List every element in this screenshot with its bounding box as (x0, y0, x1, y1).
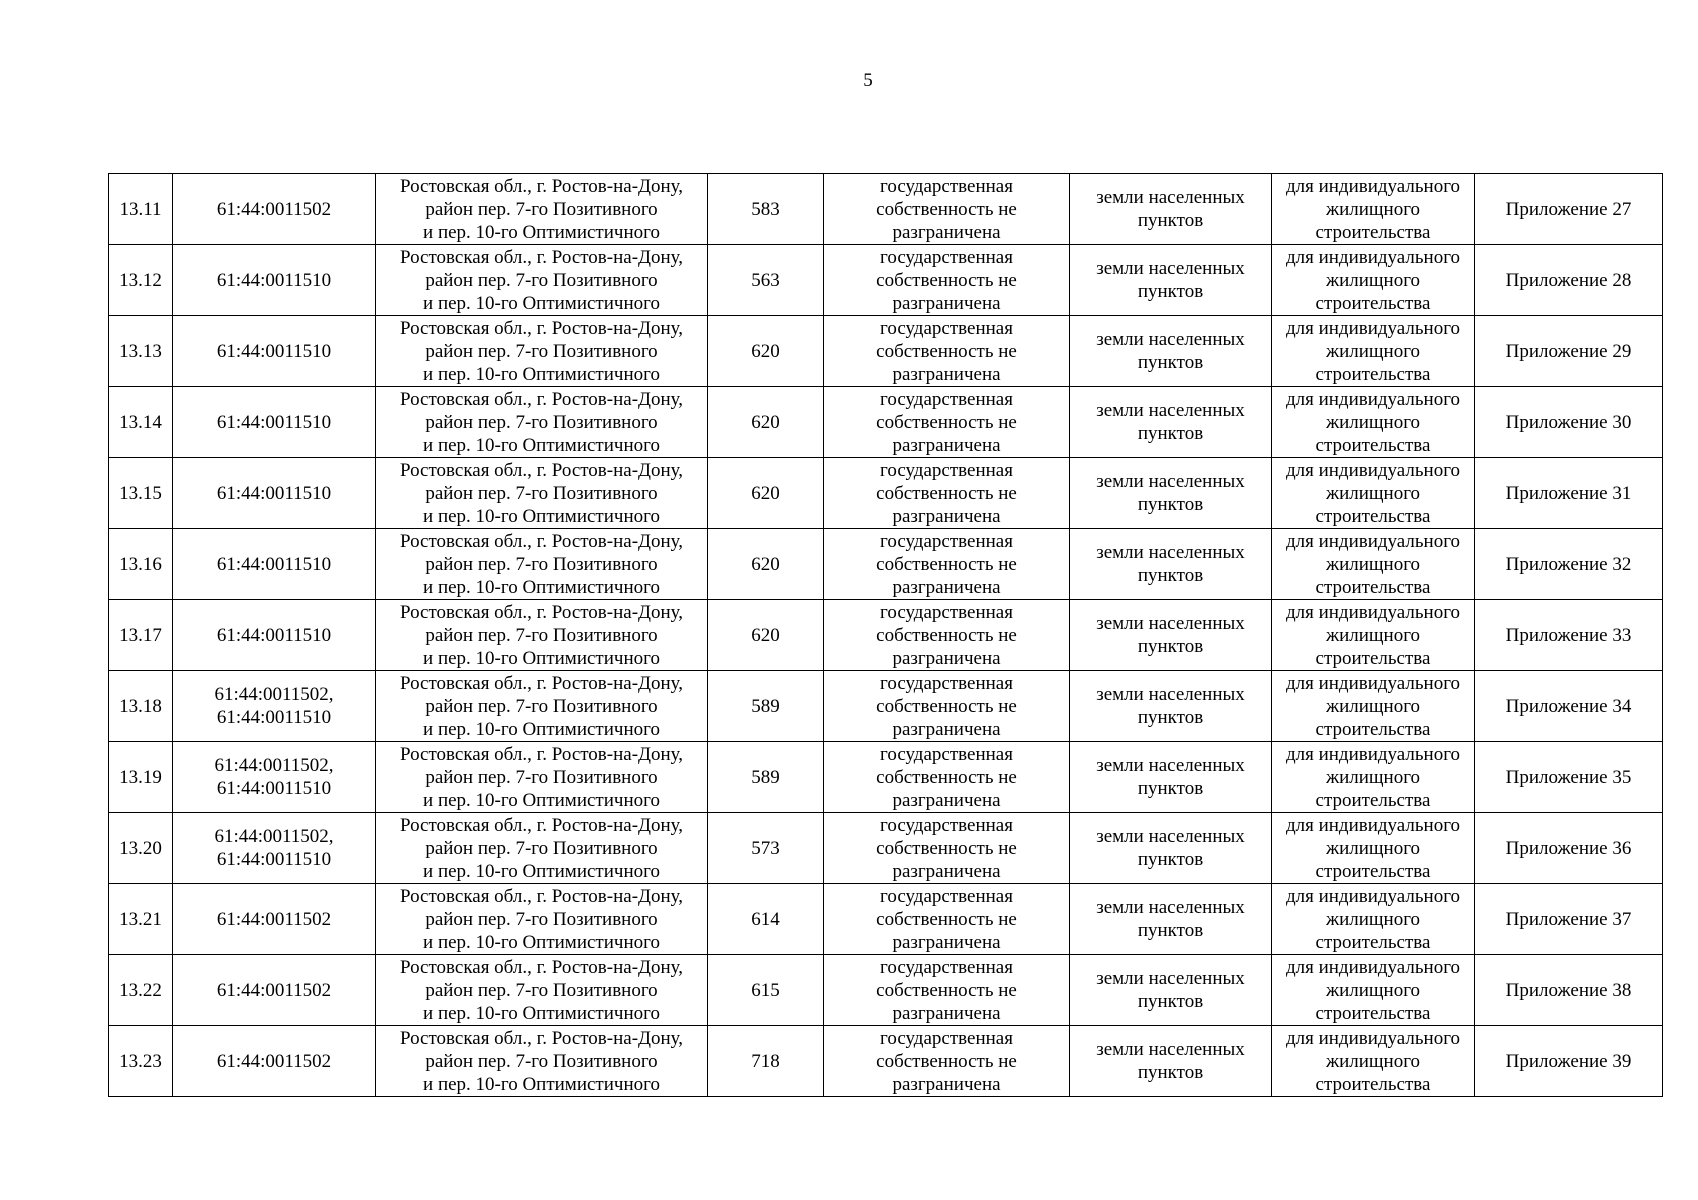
cadastral-quarter-cell: 61:44:0011502, 61:44:0011510 (173, 671, 376, 742)
area-cell: 614 (708, 884, 824, 955)
address-cell: Ростовская обл., г. Ростов-на-Дону, район пер. 7-го Позитивного и пер. 10-го Оптимистичного (376, 529, 708, 600)
cadastral-quarter-cell: 61:44:0011502 (173, 955, 376, 1026)
table-row (109, 955, 1663, 1026)
appendix-cell: Приложение 28 (1475, 245, 1663, 316)
table-row (109, 245, 1663, 316)
ownership-cell: государственная собственность не разграничена (824, 316, 1070, 387)
ownership-cell: государственная собственность не разграничена (824, 529, 1070, 600)
land-category-cell: земли населенных пунктов (1070, 1026, 1272, 1097)
address-cell: Ростовская обл., г. Ростов-на-Дону, район пер. 7-го Позитивного и пер. 10-го Оптимистичного (376, 813, 708, 884)
cadastral-quarter-cell: 61:44:0011510 (173, 529, 376, 600)
page-number: 5 (863, 70, 873, 91)
appendix-cell: Приложение 36 (1475, 813, 1663, 884)
row-number-cell: 13.12 (109, 245, 173, 316)
land-category-cell: земли населенных пунктов (1070, 813, 1272, 884)
area-cell: 718 (708, 1026, 824, 1097)
cadastral-quarter-cell: 61:44:0011510 (173, 387, 376, 458)
appendix-cell: Приложение 32 (1475, 529, 1663, 600)
land-category-cell: земли населенных пунктов (1070, 742, 1272, 813)
area-cell: 583 (708, 174, 824, 245)
ownership-cell: государственная собственность не разграничена (824, 742, 1070, 813)
cadastral-quarter-cell: 61:44:0011502 (173, 1026, 376, 1097)
row-number-cell: 13.15 (109, 458, 173, 529)
appendix-cell: Приложение 33 (1475, 600, 1663, 671)
table-body (109, 174, 1663, 1097)
row-number-cell: 13.17 (109, 600, 173, 671)
appendix-cell: Приложение 29 (1475, 316, 1663, 387)
address-cell: Ростовская обл., г. Ростов-на-Дону, район пер. 7-го Позитивного и пер. 10-го Оптимистичного (376, 955, 708, 1026)
land-category-cell: земли населенных пунктов (1070, 458, 1272, 529)
appendix-cell: Приложение 38 (1475, 955, 1663, 1026)
row-number-cell: 13.19 (109, 742, 173, 813)
cadastral-quarter-cell: 61:44:0011502 (173, 174, 376, 245)
cadastral-quarter-cell: 61:44:0011502, 61:44:0011510 (173, 813, 376, 884)
area-cell: 620 (708, 387, 824, 458)
permitted-use-cell: для индивидуального жилищного строительства (1272, 316, 1475, 387)
address-cell: Ростовская обл., г. Ростов-на-Дону, район пер. 7-го Позитивного и пер. 10-го Оптимистичного (376, 316, 708, 387)
area-cell: 620 (708, 316, 824, 387)
land-category-cell: земли населенных пунктов (1070, 387, 1272, 458)
ownership-cell: государственная собственность не разграничена (824, 671, 1070, 742)
permitted-use-cell: для индивидуального жилищного строительства (1272, 174, 1475, 245)
land-category-cell: земли населенных пунктов (1070, 245, 1272, 316)
permitted-use-cell: для индивидуального жилищного строительства (1272, 245, 1475, 316)
row-number-cell: 13.23 (109, 1026, 173, 1097)
permitted-use-cell: для индивидуального жилищного строительства (1272, 1026, 1475, 1097)
land-category-cell: земли населенных пунктов (1070, 316, 1272, 387)
ownership-cell: государственная собственность не разграничена (824, 174, 1070, 245)
row-number-cell: 13.13 (109, 316, 173, 387)
address-cell: Ростовская обл., г. Ростов-на-Дону, район пер. 7-го Позитивного и пер. 10-го Оптимистичного (376, 245, 708, 316)
table-row (109, 600, 1663, 671)
table-row (109, 458, 1663, 529)
land-plots-table (108, 173, 1663, 1097)
row-number-cell: 13.14 (109, 387, 173, 458)
table-row (109, 529, 1663, 600)
land-category-cell: земли населенных пунктов (1070, 884, 1272, 955)
address-cell: Ростовская обл., г. Ростов-на-Дону, район пер. 7-го Позитивного и пер. 10-го Оптимистичного (376, 742, 708, 813)
permitted-use-cell: для индивидуального жилищного строительства (1272, 742, 1475, 813)
area-cell: 563 (708, 245, 824, 316)
appendix-cell: Приложение 31 (1475, 458, 1663, 529)
address-cell: Ростовская обл., г. Ростов-на-Дону, район пер. 7-го Позитивного и пер. 10-го Оптимистичного (376, 671, 708, 742)
appendix-cell: Приложение 37 (1475, 884, 1663, 955)
row-number-cell: 13.22 (109, 955, 173, 1026)
appendix-cell: Приложение 27 (1475, 174, 1663, 245)
land-category-cell: земли населенных пунктов (1070, 529, 1272, 600)
row-number-cell: 13.21 (109, 884, 173, 955)
permitted-use-cell: для индивидуального жилищного строительства (1272, 600, 1475, 671)
address-cell: Ростовская обл., г. Ростов-на-Дону, район пер. 7-го Позитивного и пер. 10-го Оптимистичного (376, 1026, 708, 1097)
land-category-cell: земли населенных пунктов (1070, 955, 1272, 1026)
cadastral-quarter-cell: 61:44:0011510 (173, 600, 376, 671)
ownership-cell: государственная собственность не разграничена (824, 955, 1070, 1026)
address-cell: Ростовская обл., г. Ростов-на-Дону, район пер. 7-го Позитивного и пер. 10-го Оптимистичного (376, 458, 708, 529)
address-cell: Ростовская обл., г. Ростов-на-Дону, район пер. 7-го Позитивного и пер. 10-го Оптимистичного (376, 600, 708, 671)
land-category-cell: земли населенных пунктов (1070, 174, 1272, 245)
ownership-cell: государственная собственность не разграничена (824, 600, 1070, 671)
cadastral-quarter-cell: 61:44:0011510 (173, 245, 376, 316)
row-number-cell: 13.11 (109, 174, 173, 245)
address-cell: Ростовская обл., г. Ростов-на-Дону, район пер. 7-го Позитивного и пер. 10-го Оптимистичного (376, 884, 708, 955)
permitted-use-cell: для индивидуального жилищного строительства (1272, 955, 1475, 1026)
ownership-cell: государственная собственность не разграничена (824, 1026, 1070, 1097)
table-row (109, 671, 1663, 742)
permitted-use-cell: для индивидуального жилищного строительства (1272, 671, 1475, 742)
ownership-cell: государственная собственность не разграничена (824, 387, 1070, 458)
area-cell: 620 (708, 458, 824, 529)
row-number-cell: 13.20 (109, 813, 173, 884)
area-cell: 620 (708, 600, 824, 671)
row-number-cell: 13.16 (109, 529, 173, 600)
address-cell: Ростовская обл., г. Ростов-на-Дону, район пер. 7-го Позитивного и пер. 10-го Оптимистичного (376, 174, 708, 245)
permitted-use-cell: для индивидуального жилищного строительства (1272, 458, 1475, 529)
table-row (109, 884, 1663, 955)
appendix-cell: Приложение 35 (1475, 742, 1663, 813)
permitted-use-cell: для индивидуального жилищного строительства (1272, 884, 1475, 955)
area-cell: 573 (708, 813, 824, 884)
table-row (109, 174, 1663, 245)
table-row (109, 387, 1663, 458)
table-row (109, 1026, 1663, 1097)
cadastral-quarter-cell: 61:44:0011510 (173, 316, 376, 387)
row-number-cell: 13.18 (109, 671, 173, 742)
area-cell: 615 (708, 955, 824, 1026)
table-row (109, 742, 1663, 813)
ownership-cell: государственная собственность не разграничена (824, 884, 1070, 955)
appendix-cell: Приложение 39 (1475, 1026, 1663, 1097)
table-row (109, 316, 1663, 387)
land-category-cell: земли населенных пунктов (1070, 600, 1272, 671)
ownership-cell: государственная собственность не разграничена (824, 813, 1070, 884)
area-cell: 620 (708, 529, 824, 600)
land-category-cell: земли населенных пунктов (1070, 671, 1272, 742)
permitted-use-cell: для индивидуального жилищного строительства (1272, 813, 1475, 884)
cadastral-quarter-cell: 61:44:0011510 (173, 458, 376, 529)
address-cell: Ростовская обл., г. Ростов-на-Дону, район пер. 7-го Позитивного и пер. 10-го Оптимистичного (376, 387, 708, 458)
ownership-cell: государственная собственность не разграничена (824, 245, 1070, 316)
appendix-cell: Приложение 30 (1475, 387, 1663, 458)
ownership-cell: государственная собственность не разграничена (824, 458, 1070, 529)
appendix-cell: Приложение 34 (1475, 671, 1663, 742)
table-row (109, 813, 1663, 884)
cadastral-quarter-cell: 61:44:0011502 (173, 884, 376, 955)
permitted-use-cell: для индивидуального жилищного строительства (1272, 529, 1475, 600)
cadastral-quarter-cell: 61:44:0011502, 61:44:0011510 (173, 742, 376, 813)
permitted-use-cell: для индивидуального жилищного строительства (1272, 387, 1475, 458)
area-cell: 589 (708, 742, 824, 813)
area-cell: 589 (708, 671, 824, 742)
